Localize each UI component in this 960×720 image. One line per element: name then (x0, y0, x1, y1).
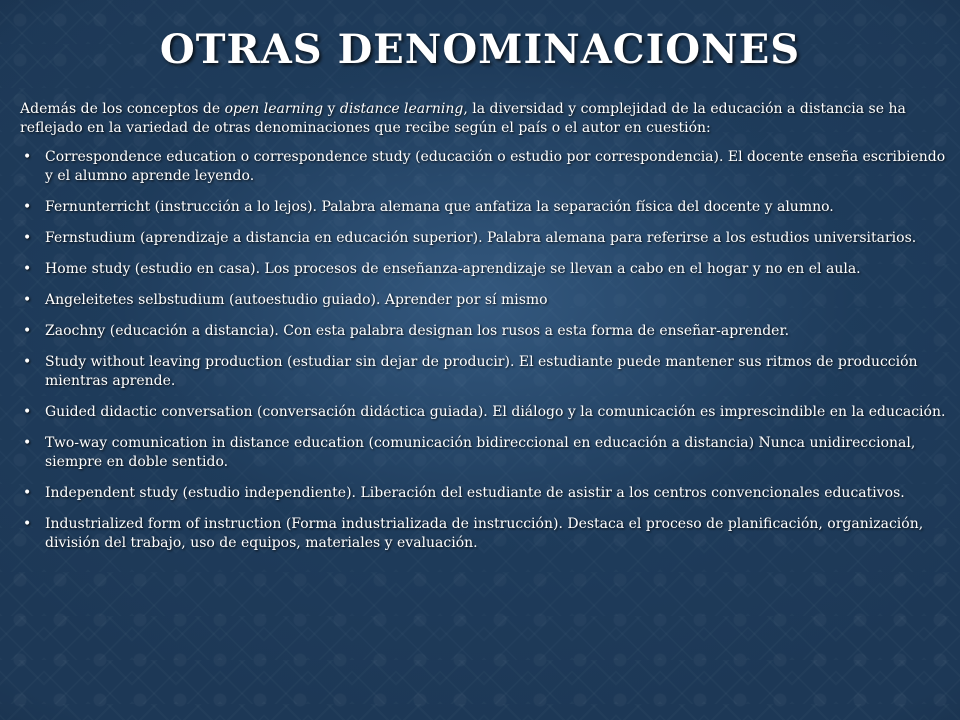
intro-text-3: , la diversidad y complejidad de la educación a distancia se ha reflejado en la variedad de otras denominaciones que recibe según el país o el autor en cuestión: (20, 101, 906, 136)
list-item-text: Study without leaving production (estudiar sin dejar de producir). El estudiante puede mantener sus ritmos de producción mientras aprende. (45, 354, 918, 389)
list-item (20, 515, 946, 553)
intro-term-open-learning: open learning (224, 101, 324, 117)
bullet-icon: • (23, 516, 32, 532)
list-item (20, 353, 946, 391)
slide-body (20, 100, 946, 565)
intro-text-2: y (323, 101, 340, 117)
list-item-text: Angeleitetes selbstudium (autoestudio guiado). Aprender por sí mismo (45, 292, 548, 308)
denominations-list (20, 148, 946, 553)
list-item (20, 148, 946, 186)
bullet-icon: • (23, 149, 32, 165)
list-item-text: Two-way comunication in distance education (comunicación bidireccional en educación a distancia) Nunca unidireccional, siempre en doble sentido. (45, 435, 916, 470)
bullet-icon: • (23, 404, 32, 420)
bullet-icon: • (23, 485, 32, 501)
bullet-icon: • (23, 261, 32, 277)
bullet-icon: • (23, 435, 32, 451)
list-item (20, 229, 946, 248)
list-item (20, 322, 946, 341)
list-item (20, 403, 946, 422)
bullet-icon: • (23, 354, 32, 370)
list-item-text: Home study (estudio en casa). Los procesos de enseñanza-aprendizaje se llevan a cabo en el hogar y no en el aula. (45, 261, 861, 277)
bullet-icon: • (23, 199, 32, 215)
list-item (20, 198, 946, 217)
list-item (20, 484, 946, 503)
slide-title: OTRAS DENOMINACIONES (159, 26, 801, 73)
list-item-text: Industrialized form of instruction (Forma industrializada de instrucción). Destaca el proceso de planificación, organización, división del trabajo, uso de equipos, materiales y evaluación. (45, 516, 924, 551)
intro-paragraph (20, 100, 946, 138)
list-item-text: Guided didactic conversation (conversación didáctica guiada). El diálogo y la comunicación es imprescindible en la educación. (45, 404, 946, 420)
list-item-text: Fernstudium (aprendizaje a distancia en educación superior). Palabra alemana para referirse a los estudios universitarios. (45, 230, 917, 246)
list-item-text: Fernunterricht (instrucción a lo lejos). Palabra alemana que anfatiza la separación física del docente y alumno. (45, 199, 834, 215)
list-item (20, 291, 946, 310)
intro-text-1: Además de los conceptos de (20, 101, 225, 117)
list-item-text: Independent study (estudio independiente). Liberación del estudiante de asistir a los centros convencionales educativos. (45, 485, 905, 501)
bullet-icon: • (23, 323, 32, 339)
bullet-icon: • (23, 292, 32, 308)
bullet-icon: • (23, 230, 32, 246)
intro-term-distance-learning: distance learning (339, 101, 464, 117)
list-item-text: Zaochny (educación a distancia). Con esta palabra designan los rusos a esta forma de enseñar-aprender. (45, 323, 790, 339)
list-item (20, 260, 946, 279)
list-item-text: Correspondence education o correspondence study (educación o estudio por correspondencia). El docente enseña escribiendo y el alumno aprende leyendo. (45, 149, 946, 184)
list-item (20, 434, 946, 472)
